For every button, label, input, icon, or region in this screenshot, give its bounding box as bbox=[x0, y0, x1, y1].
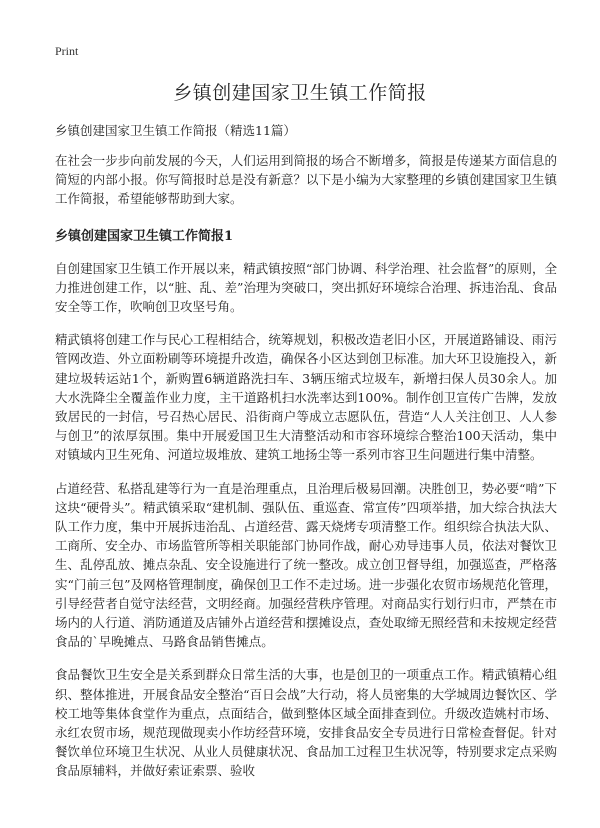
print-label[interactable]: Print bbox=[55, 44, 79, 58]
document-subtitle: 乡镇创建国家卫生镇工作简报（精选11篇） bbox=[55, 123, 296, 138]
body-paragraph-4: 食品餐饮卫生安全是关系到群众日常生活的大事，也是创卫的一项重点工作。精武镇精心组织、整体推进，开展食品安全整治“百日会战”大行动，将人员密集的大学城周边餐饮区、学校工地等集体食堂作为重点，点面结合，做到整体区域全面排查到位。升级改造姚村市场、永红农贸市场，规范现做现卖小作坊经营环境，安排食品安全专员进行日常检查督促。针对餐饮单位环境卫生状况、从业人员健康状况、食品加工过程卫生状况等，特别要求定点采购食品原辅料，并做好索证索票、验收 bbox=[55, 667, 557, 779]
intro-paragraph: 在社会一步步向前发展的今天，人们运用到简报的场合不断增多，简报是传递某方面信息的简短的内部小报。你写简报时总是没有新意？以下是小编为大家整理的乡镇创建国家卫生镇工作简报，希望能够帮助到大家。 bbox=[55, 153, 557, 207]
body-paragraph-1: 自创建国家卫生镇工作开展以来，精武镇按照“部门协调、科学治理、社会监督”的原则，全力推进创建工作，以“脏、乱、差”治理为突破口，突出抓好环境综合治理、拆违治乱、食品安全等工作，吹响创卫攻坚号角。 bbox=[55, 260, 557, 315]
body-paragraph-3: 占道经营、私搭乱建等行为一直是治理重点，且治理后极易回潮。决胜创卫，势必要“啃”下这块“硬骨头”。精武镇采取“建机制、强队伍、重巡查、常宣传”四项举措，加大综合执法大队工作力度，集中开展拆违治乱、占道经营、露天烧烤专项清整工作。组织综合执法大队、工商所、安全办、市场监管所等相关职能部门协同作战，耐心劝导违事人员，依法对餐饮卫生、乱停乱放、摊点杂乱、安全设施进行了统一整改。成立创卫督导组，加强巡查，严格落实“门前三包”及网格管理制度，确保创卫工作不走过场。进一步强化农贸市场规范化管理，引导经营者自觉守法经营，文明经商。加强经营秩序管理。对商品实行划行归市，严禁在市场内的人行道、消防通道及店铺外占道经营和摆摊设点，查处取缔无照经营和未按规定经营食品的`早晚摊点、马路食品销售摊点。 bbox=[55, 480, 557, 650]
section-heading: 乡镇创建国家卫生镇工作简报1 bbox=[55, 228, 234, 244]
document-body bbox=[55, 121, 557, 795]
document-title: 乡镇创建国家卫生镇工作简报 bbox=[173, 82, 427, 104]
body-paragraph-2: 精武镇将创建工作与民心工程相结合，统筹规划，积极改造老旧小区，开展道路铺设、雨污管网改造、外立面粉刷等环境提升改造，确保各小区达到创卫标准。加大环卫设施投入，新建垃圾转运站1个，新购置6辆道路洗扫车、3辆压缩式垃圾车，新增扫保人员30余人。加大水洗降尘全覆盖作业力度，主干道路机扫水洗率达到100%。制作创卫宣传广告牌，发放致居民的一封信，号召热心居民、沿街商户等成立志愿队伍，营造“人人关注创卫、人人参与创卫”的浓厚氛围。集中开展爱国卫生大清整活动和市容环境综合整治100天活动，集中对镇域内卫生死角、河道垃圾堆放、建筑工地扬尘等一系列市容卫生问题进行集中清整。 bbox=[55, 332, 557, 463]
